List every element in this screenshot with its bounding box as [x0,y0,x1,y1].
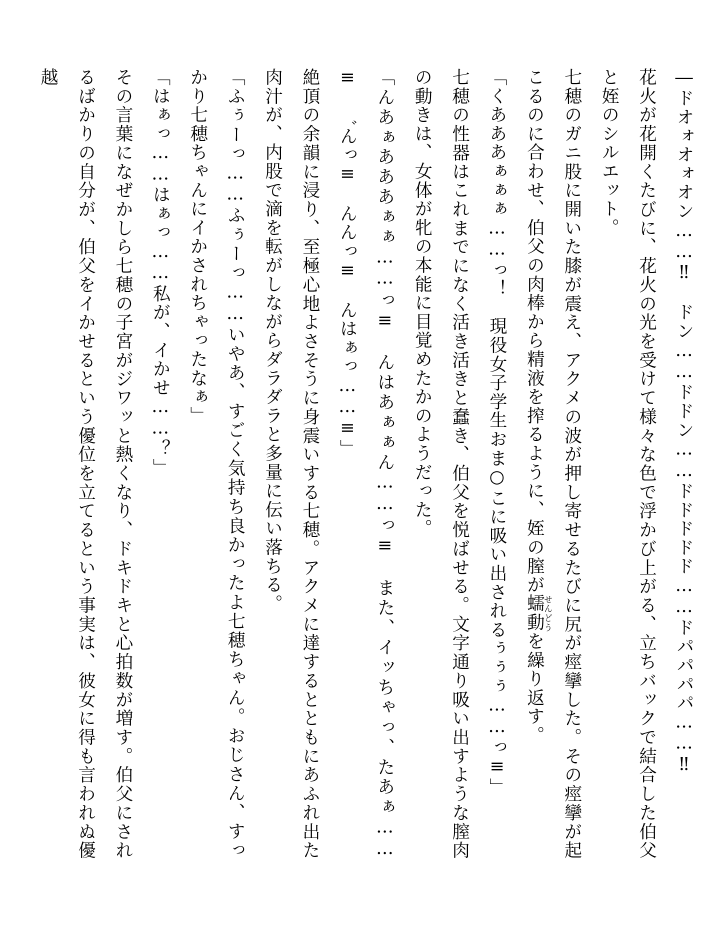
ruby-base: 蠕動 [524,594,545,633]
vertical-text-body [38,68,702,860]
paragraph-3-text: 七穂のガニ股に開いた膝が震え、アクメの波が押し寄せるたびに尻が痙攣した。その痙攣が起こるのに合わせ、伯父の肉棒から精液を搾るように、姪の膣が [524,68,582,860]
paragraph-10: その言葉になぜかしら七穂の子宮がジワッと熱くなり、ドキドキと心拍数が増す。伯父にされるばかりの自分が、伯父をイかせるという優位を立てるという事実は、彼女に得も言われぬ優越 [38,68,133,860]
paragraph-5: 七穂の性器はこれまでになく活き活きと蠢き、伯父を悦ばせる。文字通り吸い出すような膣肉の動きは、女体が牝の本能に目覚めたかのようだった。 [412,68,470,860]
paragraph-1: ―ドオォオォオン……‼ ドン……ドドン……ドドドドド……ドパパパパ……‼ [674,68,694,776]
paragraph-3-text-after: を繰り返す。 [524,632,545,745]
ruby-reading: せんどう [543,594,554,633]
paragraph-9: 「はぁっ……はぁっ……私が、イかせ……？」 [150,68,171,478]
paragraph-7: 絶頂の余韻に浸り、至極心地よさそうに身震いする七穂。アクメに達するとともにあふれ出た肉汁が、内股で滴を転がしながらダラダラと多量に伝い落ちる。 [262,68,320,860]
paragraph-4: 「くあああぁぁぁ……っ！ 現役女子学生おま○こに吸い出されるぅぅぅ……っ≡」 [486,68,507,797]
paragraph-8: 「ふぅーっ……ふぅーっ……いやあ、すごく気持ち良かったよ七穂ちゃん。おじさん、すっかり七穂ちゃんにイかされちゃったなぁ」 [187,68,246,860]
paragraph-3 [515,68,590,860]
paragraph-6: 「んあぁあああぁぁ……っ≡ んはあぁぁん……っ≡ また、イッちゃっ、たあぁ……≡ ゛んっ≡ んんっ≡ んはぁっ……≡」 [337,68,395,860]
paragraph-2: 花火が花開くたびに、花火の光を受けて様々な色で浮かび上がる、立ちバックで結合した伯父と姪のシルエット。 [599,68,657,860]
ruby-zendou [524,594,554,633]
